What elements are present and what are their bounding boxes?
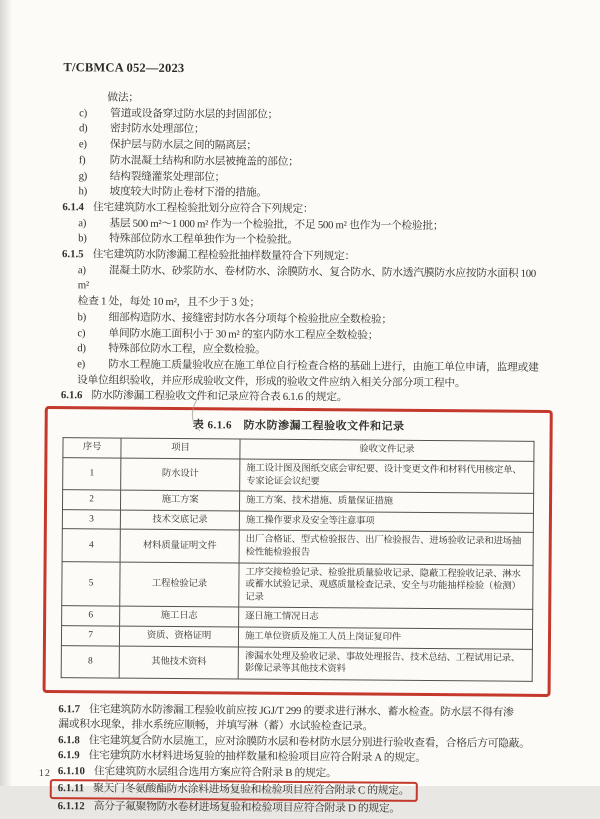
line-text: 住宅建筑防水防渗漏工程检验批抽样数量符合下列规定：: [92, 248, 356, 263]
item-letter: g): [78, 169, 88, 182]
cell-record: 施工操作要求及安全等注意事项: [239, 511, 533, 533]
item-letter: a): [77, 263, 86, 277]
acceptance-documents-table: [61, 437, 535, 681]
item-letter: c): [77, 326, 86, 339]
cell-record: 逐日施工情况日志: [239, 607, 533, 629]
cell-item: 技术交底记录: [120, 510, 239, 531]
body-lines: [61, 90, 545, 408]
item-letter: d): [78, 122, 88, 135]
line-text: 防水工程施工质量验收应在施工单位自行检查合格的基础上进行，由施工单位申请，监理或建 设单位组织验收，并应形成验收文件，形成的验收文件应纳入相关分部分项工程中。: [76, 358, 539, 389]
cell-item: 施工方案: [120, 490, 239, 511]
clause-number: 6.1.8: [58, 733, 80, 747]
cell-item: 资质、资格证明: [119, 626, 238, 647]
clause-number: 6.1.6: [60, 389, 83, 402]
line-text: 住宅建筑防水层组合选用方案应符合附录 B 的规定。: [93, 765, 337, 780]
clause-number: 6.1.10: [57, 764, 85, 778]
clause-number: 6.1.9: [58, 749, 80, 762]
line-text: 保护层与防水层之间的隔离层；: [109, 138, 257, 152]
line-text: 住宅建筑防水工程检验批划分应符合下列规定：: [92, 201, 314, 216]
line-text: 密封防水处理部位；: [109, 122, 205, 136]
line-text: 基层 500 m²～1 000 m² 作为一个检验批，不足 500 m² 也作为一个检验批；: [109, 217, 444, 232]
cell-no: 8: [61, 645, 119, 678]
annotation-box-table: [43, 406, 553, 697]
table-row: [61, 645, 532, 681]
cell-item: 其他技术资料: [119, 646, 238, 679]
item-letter: c): [79, 106, 87, 120]
cell-item: 防水设计: [121, 458, 240, 491]
cell-record: 施工单位资质及施工人员上岗证复印件: [238, 627, 532, 649]
cell-record: 施工方案、技术措施、质量保证措施: [239, 491, 533, 513]
clause-number: 6.1.12: [57, 799, 85, 813]
table-row: [62, 529, 533, 565]
clause-number: 6.1.4: [62, 201, 85, 214]
after-table-clauses: [58, 702, 541, 818]
cell-no: 2: [62, 490, 120, 510]
cell-no: 6: [62, 606, 120, 626]
line-text: 住宅建筑复合防水层施工，应对涂膜防水层和卷材防水层分别进行验收查看，合格后方可隐蔽。: [88, 734, 530, 750]
line-text: 防水防渗漏工程验收文件和记录应符合表 6.1.6 的规定。: [91, 389, 348, 404]
item-letter: e): [78, 138, 87, 151]
col-header-record: 验收文件记录: [240, 439, 534, 461]
line-text: 结构裂缝灌浆处理部位；: [109, 170, 226, 183]
cell-no: 4: [62, 529, 120, 562]
table-body: [61, 458, 534, 681]
cell-item: 材料质量证明文件: [120, 530, 239, 563]
table-row: [62, 561, 533, 609]
cell-record: 工序交接检验记录、检验批质量验收记录、隐蔽工程验收记录、淋水或蓄水试验记录、观感质量检查记录、安全与功能抽样检验（检测）记录: [239, 563, 533, 610]
page-number: 12: [38, 767, 51, 780]
standard-code-header: T/CBMCA 052—2023: [63, 60, 185, 76]
clause-line: [58, 799, 540, 818]
item-letter: h): [78, 185, 87, 198]
item-letter: a): [78, 216, 87, 229]
cell-no: 3: [62, 509, 120, 529]
clause-number: 6.1.7: [58, 702, 81, 716]
cell-no: 7: [61, 626, 119, 646]
line-text: 管道或设备穿过防水层的封固部位；: [110, 107, 279, 121]
clause-number: 6.1.5: [61, 248, 84, 261]
line-text: 做法；: [107, 91, 139, 104]
line-text: 坡度较大时防止卷材下滑的措施。: [109, 185, 267, 199]
item-letter: e): [77, 358, 85, 371]
cell-record: 渗漏水处理及验收记录、事故处理报告、技术总结、工程试用记录、影像记录等其他技术资料: [238, 647, 532, 681]
table-row: [63, 458, 534, 494]
table-caption: 表 6.1.6 防水防渗漏工程验收文件和记录: [192, 419, 405, 433]
cell-no: 5: [62, 561, 120, 606]
line-text: 单间防水施工面积小于 30 m² 的室内防水工程应全数检验；: [108, 327, 379, 342]
col-header-no: 序号: [63, 438, 121, 458]
item-letter: d): [77, 342, 86, 355]
line-text: 混凝土防水、砂浆防水、卷材防水、涂膜防水、复合防水、防水透汽膜防水应按防水面积 100 m² 检查 1 处，每处 10 m²，且不少于 3 处；: [77, 264, 539, 309]
item-letter: f): [78, 154, 86, 167]
line-text: 聚天门冬氨酸酯防水涂料进场复验和检验项目应符合附录 C 的规定。: [93, 782, 410, 798]
line-text: 住宅建筑防水防渗漏工程验收前应按 JGJ/T 299 的要求进行淋水、蓄水检查。防水层不得有渗 漏或积水现象，排水系统应顺畅，并填写淋（蓄）水试验检查记录。: [58, 703, 514, 733]
cell-no: 1: [63, 458, 121, 491]
line-text: 细部构造防水、接缝密封防水各分项每个检验批应全数检验；: [108, 311, 392, 326]
cell-record: 出厂合格证、型式检验报告、出厂检验报告、进场验收记录和进场抽检性能检验报告: [239, 530, 533, 564]
clause-line: [61, 388, 543, 407]
list-item-line: [61, 357, 543, 392]
cell-item: 施工日志: [120, 607, 239, 628]
item-letter: b): [78, 232, 87, 245]
item-letter: b): [77, 311, 86, 324]
line-text: 特殊部位防水工程单独作为一个检验批。: [109, 232, 299, 247]
line-text: 高分子氟聚物防水卷材进场复验和检验项目应符合附录 D 的规定。: [93, 800, 400, 815]
cell-record: 施工设计图及图纸交底会审纪要、设计变更文件和材料代用核定单、专家论证会议纪要: [240, 459, 534, 493]
clause-line: [58, 702, 540, 737]
col-header-item: 项目: [121, 438, 240, 459]
clause-number: 6.1.11: [57, 782, 85, 795]
cell-item: 工程检验记录: [120, 562, 239, 608]
line-text: 特殊部位防水工程，应全数检验。: [108, 342, 266, 356]
line-text: 住宅建筑防水材料进场复验的抽样数量和检验项目应符合附录 A 的规定。: [88, 749, 426, 765]
line-text: 防水混凝土结构和防水层被掩盖的部位；: [109, 154, 299, 168]
list-item-line: [62, 263, 544, 314]
